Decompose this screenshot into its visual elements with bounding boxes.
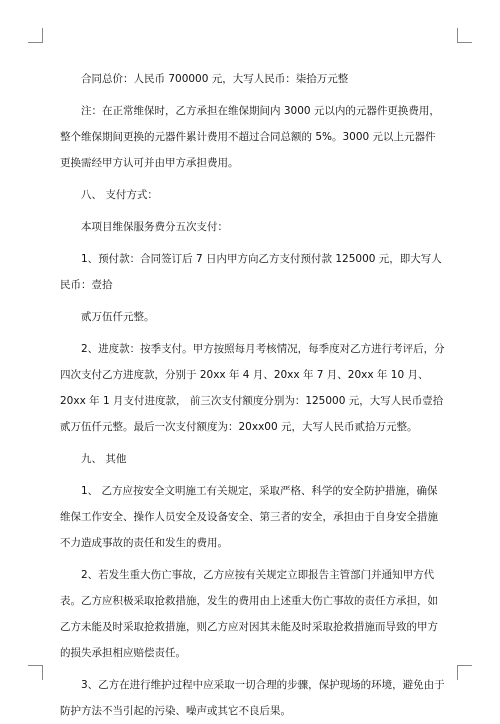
paragraph-total-price: 合同总价：人民币 700000 元，大写人民币：柒拾万元整 <box>81 73 349 85</box>
paragraph-accident-reporting: 2、若发生重大伤亡事故，乙方应按有关规定立即报告主管部门并通知甲方代表。乙方应积极采取抢救措施，发生的费用由上述重大伤亡事故的责任方承担，如乙方未能及时采取抢救措施，则乙方应对因其未能及时采取抢救措施而导致的甲方的损失承担相应赔偿责任。 <box>60 569 438 659</box>
paragraph-prepayment: 1、预付款：合同签订后 7 日内甲方向乙方支付预付款 125000 元，即大写人民币：壹拾 <box>60 253 442 291</box>
crop-mark-bottom-right <box>457 665 472 680</box>
crop-mark-bottom-left <box>28 665 43 680</box>
section-heading-payment: 八、 支付方式： <box>81 189 158 201</box>
crop-mark-top-left <box>28 28 43 43</box>
paragraph-maintenance-note: 注：在正常维保时，乙方承担在维保期间内 3000 元以内的元器件更换费用，整个维保期间更换的元器件累计费用不超过合同总额的 5%。3000 元以上元器件更换需经甲方认可并由甲方承担费用。 <box>60 105 440 169</box>
document-body <box>60 66 445 724</box>
paragraph-payment-intro: 本项目维保服务费分五次支付： <box>81 221 228 233</box>
paragraph-safety-measures: 1、 乙方应按安全文明施工有关规定，采取严格、科学的安全防护措施，确保维保工作安全、操作人员安全及设备安全、第三者的安全，承担由于自身安全措施不力造成事故的责任和发生的费用。 <box>60 485 438 549</box>
crop-mark-top-right <box>457 28 472 43</box>
paragraph-prepayment-continued: 贰万伍仟元整。 <box>81 311 155 323</box>
paragraph-environment-protection: 3、乙方在进行维护过程中应采取一切合理的步骤，保护现场的环境，避免由于防护方法不当引起的污染、噪声或其它不良后果。 <box>60 679 445 717</box>
section-heading-other: 九、 其他 <box>81 453 127 465</box>
paragraph-progress-payment: 2、进度款：按季支付。甲方按照每月考核情况，每季度对乙方进行考评后，分四次支付乙方进度款，分别于 20xx 年 4 月、20xx 年 7 月、20xx 年 10 月、20xx 年 1 月支付进度款， 前三次支付额度分别为：125000 元，大写人民币壹拾贰万伍仟元整。最后一次支付额度为：20xx00 元，大写人民币贰拾万元整。 <box>60 343 445 433</box>
